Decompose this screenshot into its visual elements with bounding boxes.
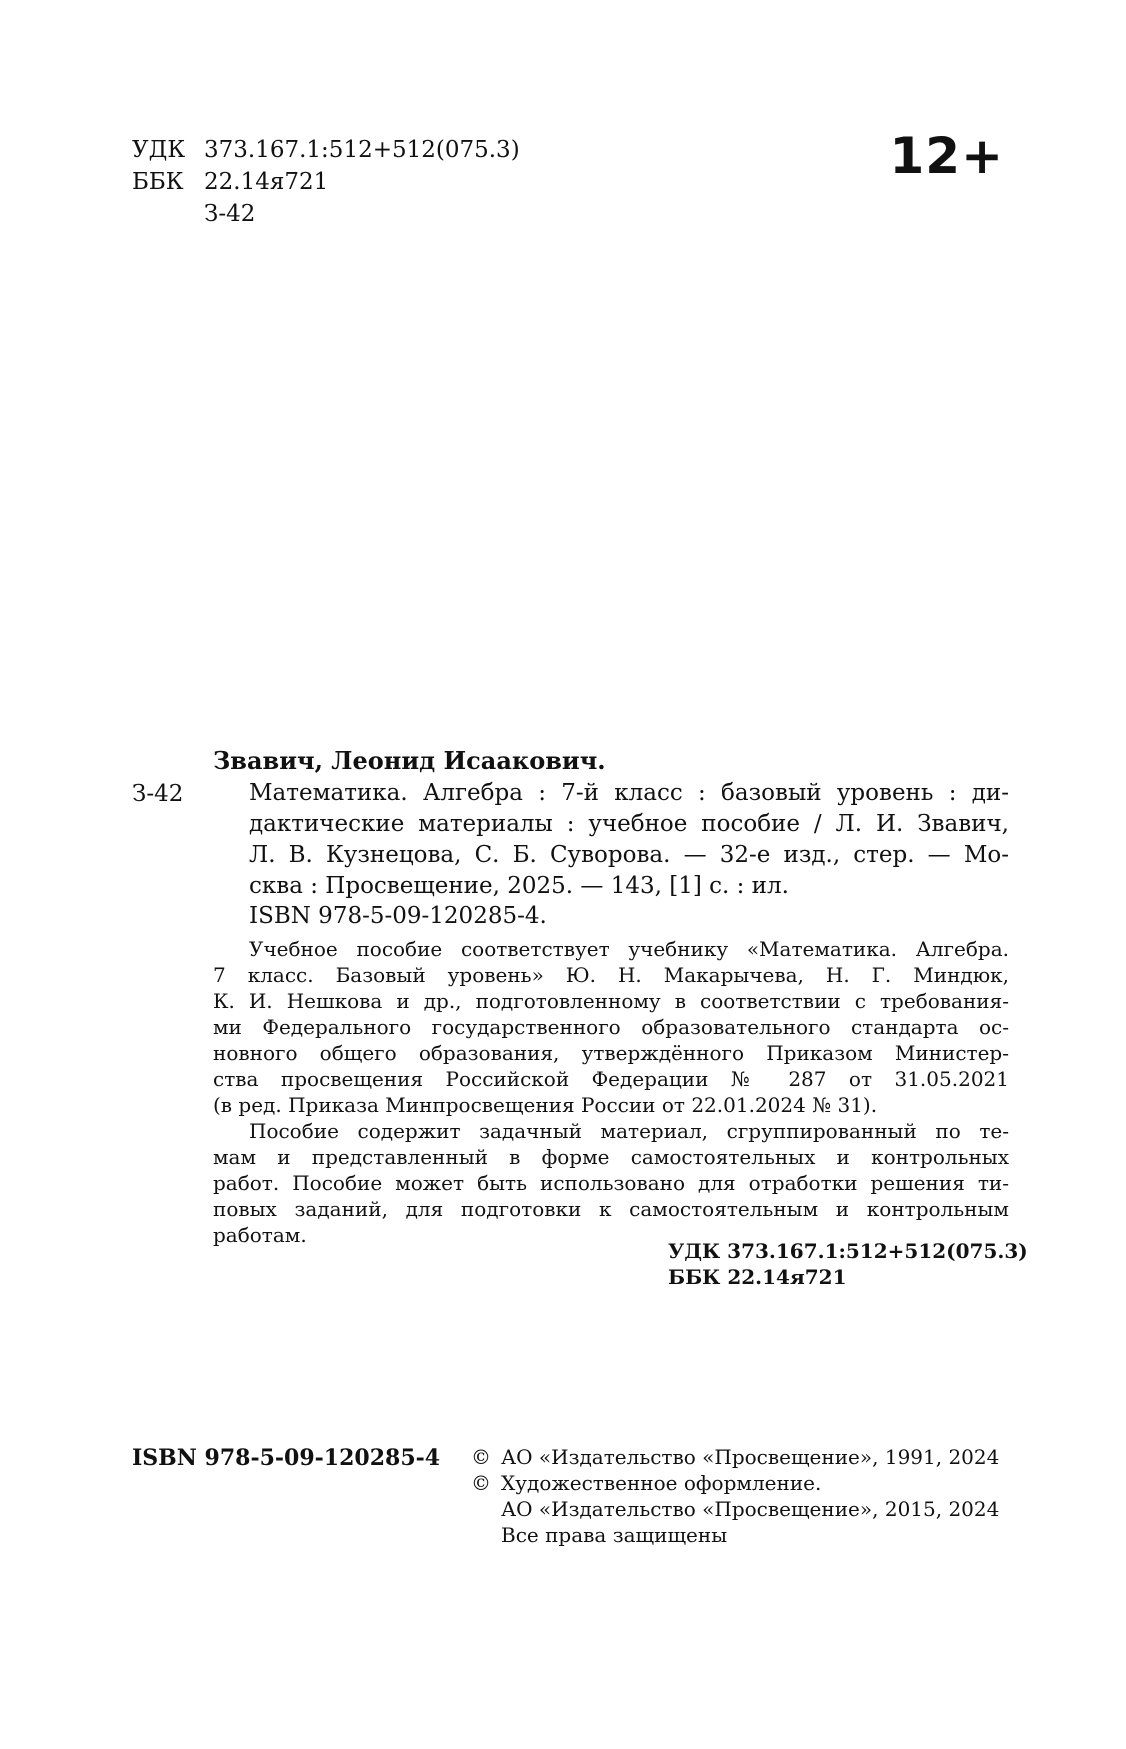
annotation-line: ства просвещения Российской Федерации № 287 от 31.05.2021	[213, 1067, 1009, 1091]
annotation	[213, 936, 1009, 1248]
age-rating: 12+	[889, 127, 1004, 185]
copyright-symbol: ©	[471, 1445, 491, 1469]
udk-footer: УДК 373.167.1:512+512(075.3)	[668, 1239, 1028, 1263]
copyright-line: Все права защищены	[501, 1523, 728, 1547]
annotation-line: новного общего образования, утверждённого Приказом Министер-	[213, 1041, 1009, 1065]
annotation-line: повых заданий, для подготовки к самостоятельным и контрольным	[213, 1197, 1009, 1221]
udk-value: 373.167.1:512+512(075.3)	[204, 137, 520, 163]
record-line: Л. В. Кузнецова, С. Б. Суворова. — 32-е изд., стер. — Мо-	[249, 842, 1009, 868]
copyright-line: АО «Издательство «Просвещение», 1991, 2024	[501, 1445, 1000, 1469]
record-isbn: ISBN 978-5-09-120285-4.	[249, 903, 547, 929]
annotation-line: (в ред. Приказа Минпросвещения России от 22.01.2024 № 31).	[213, 1093, 878, 1117]
bbk-label: ББК	[132, 169, 184, 195]
annotation-line: работ. Пособие может быть использовано для отработки решения ти-	[213, 1171, 1009, 1195]
annotation-line: Учебное пособие соответствует учебнику «Математика. Алгебра.	[249, 937, 1009, 961]
bbk-footer: ББК 22.14я721	[668, 1265, 847, 1289]
copyright-block	[471, 1444, 1009, 1548]
annotation-line: работам.	[213, 1223, 307, 1247]
record-line: дактические материалы : учебное пособие / Л. И. Звавич,	[249, 811, 1009, 837]
annotation-line: ми Федерального государственного образовательного стандарта ос-	[213, 1015, 1009, 1039]
annotation-line: Пособие содержит задачный материал, сгруппированный по те-	[249, 1119, 1009, 1143]
copyright-line: Художественное оформление.	[501, 1471, 822, 1495]
bbk-value: 22.14я721	[204, 169, 329, 195]
author-mark-top: З-42	[204, 201, 256, 227]
record-author: Звавич, Леонид Исаакович.	[213, 746, 606, 775]
copyright-line: АО «Издательство «Просвещение», 2015, 2024	[501, 1497, 1000, 1521]
udk-label: УДК	[132, 137, 186, 163]
copyright-symbol: ©	[471, 1471, 491, 1495]
record-line: Математика. Алгебра : 7-й класс : базовый уровень : ди-	[249, 780, 1009, 806]
isbn-bottom: ISBN 978-5-09-120285-4	[132, 1445, 441, 1471]
annotation-line: 7 класс. Базовый уровень» Ю. Н. Макарычева, Н. Г. Миндюк,	[213, 963, 1009, 987]
classification-footer	[668, 1238, 1028, 1290]
record-line: сква : Просвещение, 2025. — 143, [1] с. : ил.	[249, 873, 789, 899]
annotation-line: К. И. Нешкова и др., подготовленному в соответствии с требования-	[213, 989, 1009, 1013]
classification-header	[132, 134, 520, 230]
annotation-line: мам и представленный в форме самостоятельных и контрольных	[213, 1145, 1009, 1169]
record-author-mark: З-42	[132, 781, 184, 807]
record-description	[249, 778, 1009, 902]
